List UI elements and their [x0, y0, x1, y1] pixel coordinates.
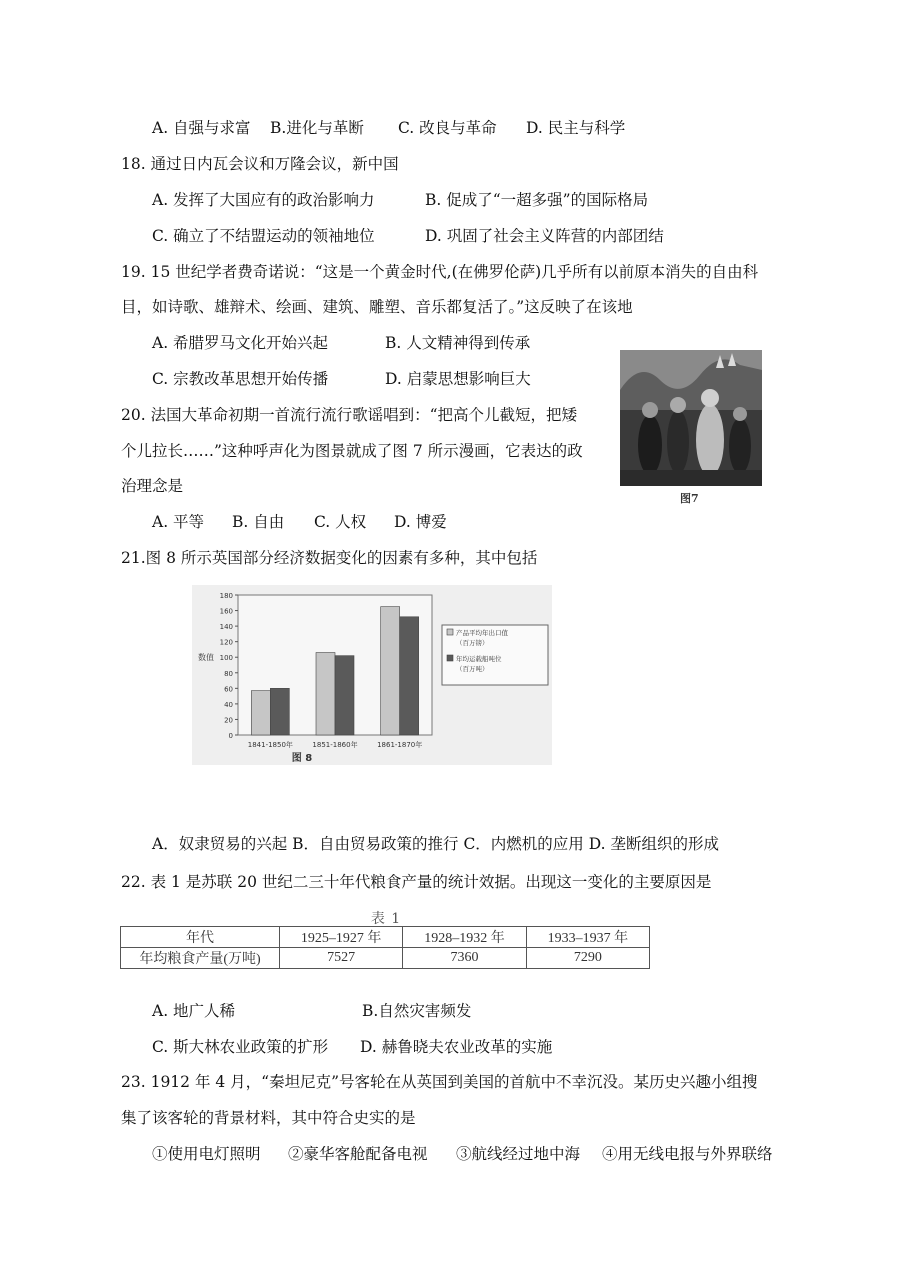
- figure-7: [620, 350, 762, 505]
- q23-item-3: ③航线经过地中海: [456, 1145, 581, 1163]
- table-cell: 7290: [526, 948, 649, 969]
- y-tick-label: 120: [219, 638, 233, 647]
- q18-option-a: A. 发挥了大国应有的政治影响力: [152, 191, 375, 209]
- q20-stem-line-1: 20. 法国大革命初期一首流行流行歌谣唱到：“把高个儿截短，把矮: [121, 406, 578, 424]
- bar: [270, 688, 289, 735]
- legend-label-unit: （百万吨）: [456, 665, 489, 673]
- q22-option-b: B.自然灾害频发: [362, 1002, 472, 1020]
- q17-option-b: B.进化与革断: [270, 119, 364, 137]
- table-1: [120, 908, 652, 969]
- table-1-caption: 表 1: [370, 911, 402, 927]
- q23-item-2: ②豪华客舱配备电视: [288, 1145, 428, 1163]
- y-tick-label: 40: [224, 700, 233, 709]
- q18-option-c: C. 确立了不结盟运动的领袖地位: [152, 227, 375, 245]
- y-tick-label: 100: [219, 654, 233, 663]
- q18-option-b: B. 促成了“一超多强”的国际格局: [425, 191, 649, 209]
- q19-option-c: C. 宗教改革思想开始传播: [152, 370, 329, 388]
- table-cell: 7360: [403, 948, 526, 969]
- y-axis-label: 数值: [198, 653, 214, 662]
- legend-swatch: [447, 629, 453, 635]
- figure-8-chart: [192, 585, 552, 765]
- q21-options: A．奴隶贸易的兴起 B．自由贸易政策的推行 C．内燃机的应用 D. 垄断组织的形成: [152, 835, 719, 853]
- q21-stem: 21.图 8 所示英国部分经济数据变化的因素有多种，其中包括: [121, 549, 538, 567]
- q23-items: [152, 1144, 773, 1164]
- bar: [316, 653, 335, 735]
- q22-option-d: D. 赫鲁晓夫农业改革的实施: [360, 1038, 553, 1056]
- q19-option-b: B. 人文精神得到传承: [385, 334, 531, 352]
- q17-option-a: A. 自强与求富: [152, 119, 251, 137]
- q17-option-d: D. 民主与科学: [526, 119, 626, 137]
- q22-option-a: A. 地广人稀: [152, 1002, 236, 1020]
- y-tick-label: 140: [219, 623, 233, 632]
- q20-option-b: B. 自由: [232, 513, 285, 531]
- legend-label: 年均运载船吨位: [456, 655, 502, 663]
- q23-stem-line-2: 集了该客轮的背景材料，其中符合史实的是: [121, 1109, 416, 1127]
- y-tick-label: 20: [224, 716, 233, 725]
- q20-option-c: C. 人权: [314, 513, 367, 531]
- q23-item-1: ①使用电灯照明: [152, 1145, 261, 1163]
- q18-option-d: D. 巩固了社会主义阵营的内部团结: [425, 227, 664, 245]
- x-tick-label: 1861-1870年: [377, 741, 423, 749]
- figure-8-chart-svg: [192, 585, 552, 765]
- legend-label: 产品平均年出口值: [456, 629, 508, 637]
- table-row: [121, 948, 650, 969]
- table-header-row: [121, 927, 650, 948]
- q20-stem-line-3: 治理念是: [121, 477, 184, 495]
- y-tick-label: 60: [224, 685, 233, 694]
- table-cell: 7527: [280, 948, 403, 969]
- figure-7-caption: 图7: [680, 492, 699, 505]
- bar: [335, 656, 354, 735]
- y-tick-label: 180: [219, 592, 233, 600]
- q17-options: [152, 118, 625, 138]
- q19-stem-line-2: 目，如诗歌、雄辩术、绘画、建筑、雕塑、音乐都复活了。”这反映了在该地: [121, 298, 633, 316]
- legend-label-unit: （百万镑）: [456, 639, 489, 647]
- y-tick-label: 80: [224, 669, 233, 678]
- q20-option-a: A. 平等: [152, 513, 205, 531]
- x-tick-label: 1851-1860年: [312, 741, 358, 749]
- y-tick-label: 0: [228, 732, 233, 740]
- y-tick-label: 160: [219, 607, 233, 616]
- figure-7-cartoon-image: [620, 350, 762, 486]
- bar: [251, 691, 270, 735]
- q19-stem-line-1: 19. 15 世纪学者费奇诺说：“这是一个黄金时代,(在佛罗伦萨)几乎所有以前原本消失的自由科: [121, 263, 759, 281]
- q23-stem-line-1: 23. 1912 年 4 月，“秦坦尼克”号客轮在从英国到美国的首航中不幸沉没。某历史兴趣小组搜: [121, 1073, 758, 1091]
- q19-option-d: D. 启蒙思想影响巨大: [385, 370, 531, 388]
- table-1-grid: [120, 926, 650, 969]
- q17-option-c: C. 改良与革命: [398, 119, 497, 137]
- q23-item-4: ④用无线电报与外界联络: [602, 1145, 773, 1163]
- bar: [381, 607, 400, 735]
- q20-stem-line-2: 个儿拉长……”这种呼声化为图景就成了图 7 所示漫画，它表达的政: [121, 442, 583, 460]
- table-header-cell: 1933–1937 年: [526, 927, 649, 948]
- q20-option-d: D. 博爱: [394, 513, 447, 531]
- q22-stem: 22. 表 1 是苏联 20 世纪二三十年代粮食产量的统计效据。出现这一变化的主要原因是: [121, 873, 712, 891]
- q19-option-a: A. 希腊罗马文化开始兴起: [152, 334, 329, 352]
- chart-caption: 图 8: [291, 753, 313, 764]
- q22-option-c: C. 斯大林农业政策的扩形: [152, 1038, 329, 1056]
- table-cell: 年均粮食产量(万吨): [121, 948, 280, 969]
- bar: [400, 617, 419, 735]
- q18-stem: 18. 通过日内瓦会议和万隆会议，新中国: [121, 155, 399, 173]
- q20-options: [152, 512, 447, 532]
- legend-swatch: [447, 655, 453, 661]
- table-header-cell: 1925–1927 年: [280, 927, 403, 948]
- table-header-cell: 1928–1932 年: [403, 927, 526, 948]
- table-header-cell: 年代: [121, 927, 280, 948]
- x-tick-label: 1841-1850年: [247, 741, 293, 749]
